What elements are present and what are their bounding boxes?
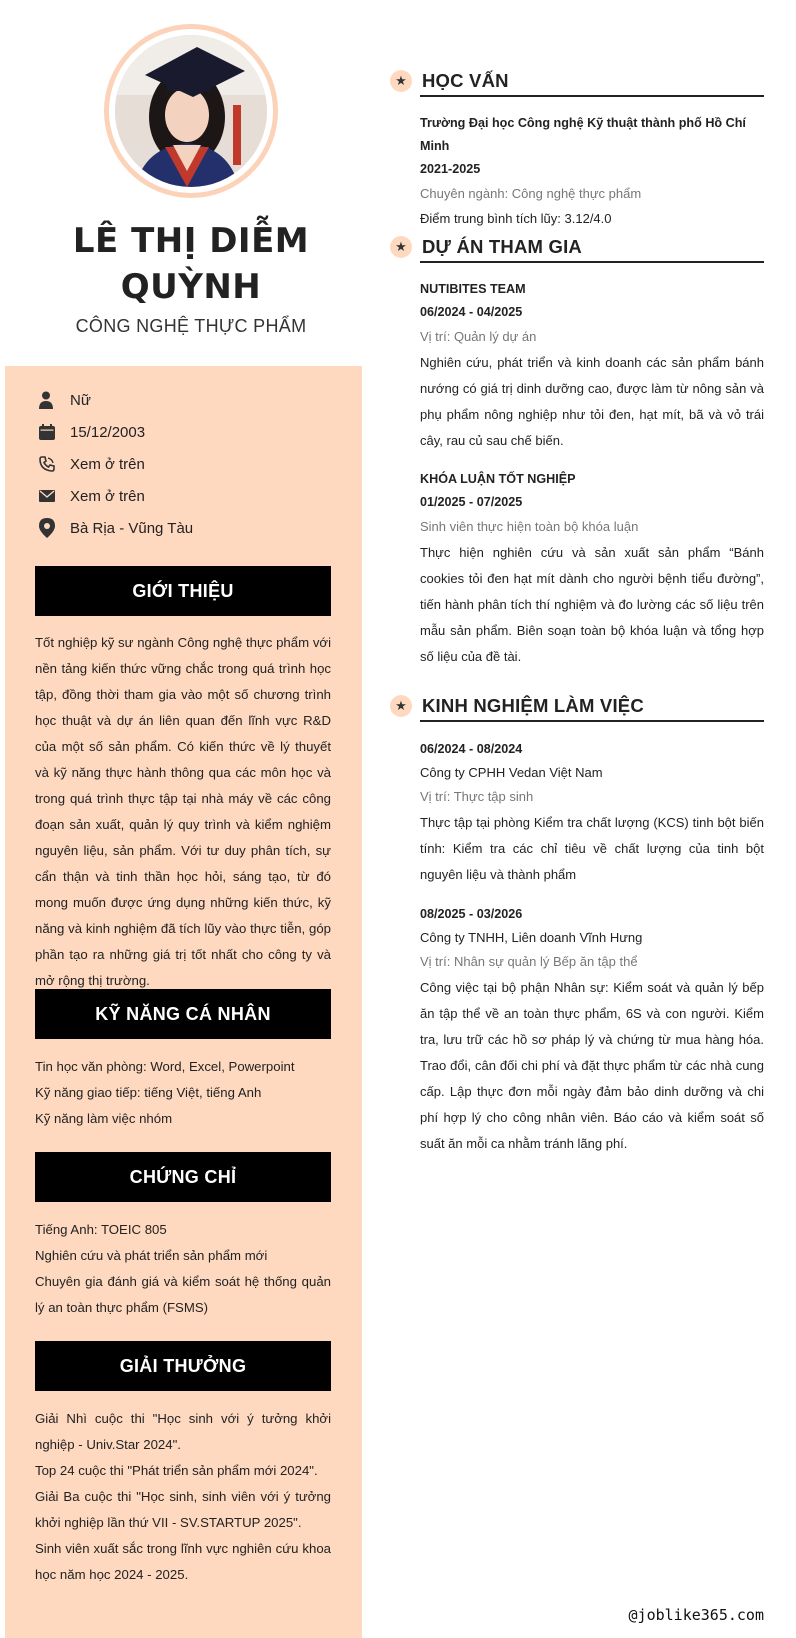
mail-icon <box>35 486 67 506</box>
person-icon <box>35 390 67 410</box>
job-title: CÔNG NGHỆ THỰC PHẨM <box>75 316 307 336</box>
projects-section-header <box>390 232 764 262</box>
site-watermark: @joblike365.com <box>628 1606 764 1624</box>
star-icon: ★ <box>390 70 412 92</box>
project-role: Sinh viên thực hiện toàn bộ khóa luận <box>420 519 639 534</box>
experience-divider <box>420 720 764 722</box>
experience-role: Vị trí: Thực tập sinh <box>420 789 534 804</box>
experience-entry <box>420 903 764 1157</box>
project-description: Nghiên cứu, phát triển và kinh doanh các sản phẩm bánh nướng có giá trị dinh dưỡng cao, được làm từ nông sản và phụ phẩm nông nghiệp như tỏi đen, hạt mít, bã và vỏ trái cây, rau củ sau chế biến. <box>420 355 764 448</box>
awards-list <box>35 1406 331 1588</box>
intro-text: Tốt nghiệp kỹ sư ngành Công nghệ thực phẩm với nền tảng kiến thức vững chắc trong quá trình học tập, đồng thời tham gia vào một số chương trình học thuật và dự án liên quan đến lĩnh vực R&D của một số sản phẩm. Có kiến thức về lý thuyết và kỹ năng thực hành thông qua các môn học và trong quá trình thực tập tại nhà máy về các công đoạn sản xuất, quản lý quy trình và kiểm nghiệm nguyên liệu, sản phẩm. Với tư duy phân tích, sự cẩn thận và tinh thần học hỏi, sáng tạo, từ đó mong muốn được ứng dụng những kiến thức, kỹ năng và kinh nghiệm đã tích lũy vào thực tiễn, góp phần tạo ra những giá trị tốt nhất cho công ty và mở rộng thị trường. <box>35 635 331 988</box>
certificates-heading: CHỨNG CHỈ <box>35 1152 331 1202</box>
left-sidebar <box>5 366 362 1638</box>
award-item: Giải Ba cuộc thi "Học sinh, sinh viên với ý tưởng khởi nghiệp lần thứ VII - SV.STARTUP 2025". <box>35 1489 331 1530</box>
info-birthday <box>35 416 193 448</box>
award-item: Giải Nhì cuộc thi "Học sinh với ý tưởng khởi nghiệp - Univ.Star 2024". <box>35 1411 331 1452</box>
address-value: Bà Rịa - Vũng Tàu <box>70 519 194 537</box>
project-name: NUTIBITES TEAM <box>420 282 526 296</box>
education-major: Chuyên ngành: Công nghệ thực phẩm <box>420 186 642 201</box>
experience-company: Công ty CPHH Vedan Việt Nam <box>420 765 603 780</box>
contact-info <box>35 384 193 544</box>
phone-icon <box>35 454 67 474</box>
avatar <box>115 35 267 187</box>
certificate-item: Chuyên gia đánh giá và kiểm soát hệ thống quản lý an toàn thực phẩm (FSMS) <box>35 1274 331 1315</box>
certificate-item: Nghiên cứu và phát triển sản phẩm mới <box>35 1248 268 1263</box>
experience-period: 08/2025 - 03/2026 <box>420 907 523 921</box>
calendar-icon <box>35 422 67 442</box>
experience-heading: KINH NGHIỆM LÀM VIỆC <box>422 695 644 716</box>
star-icon: ★ <box>390 236 412 258</box>
project-period: 01/2025 - 07/2025 <box>420 495 523 509</box>
skills-heading: KỸ NĂNG CÁ NHÂN <box>35 989 331 1039</box>
certificates-list <box>35 1217 331 1321</box>
education-entry <box>420 112 764 230</box>
skills-list <box>35 1054 331 1132</box>
candidate-name <box>20 218 362 310</box>
award-item: Top 24 cuộc thi "Phát triển sản phẩm mới 2024". <box>35 1463 318 1478</box>
projects-divider <box>420 261 764 263</box>
experience-entry <box>420 738 764 888</box>
experience-section-header <box>390 691 764 721</box>
project-description: Thực hiện nghiên cứu và sản xuất sản phẩm “Bánh cookies tỏi đen hạt mít dành cho người bệnh tiểu đường”, tiến hành phân tích thí nghiệm và đo lường các số liệu trên mẫu sản phẩm. Biên soạn toàn bộ khóa luận và tổng hợp số liệu của đề tài. <box>420 545 764 664</box>
info-address <box>35 512 193 544</box>
awards-heading: GIẢI THƯỞNG <box>35 1341 331 1391</box>
project-name: KHÓA LUẬN TỐT NGHIỆP <box>420 472 576 486</box>
education-period: 2021-2025 <box>420 162 481 176</box>
education-heading: HỌC VẤN <box>422 70 509 91</box>
award-item: Sinh viên xuất sắc trong lĩnh vực nghiên cứu khoa học năm học 2024 - 2025. <box>35 1541 331 1582</box>
education-section-header <box>390 66 764 96</box>
project-entry <box>420 468 764 670</box>
intro-heading: GIỚI THIỆU <box>35 566 331 616</box>
experience-description: Thực tập tại phòng Kiểm tra chất lượng (KCS) tinh bột biến tính: Kiểm tra các chỉ tiêu về chất lượng của tinh bột nguyên liệu và thành phẩm <box>420 815 764 882</box>
experience-description: Công việc tại bộ phận Nhân sự: Kiểm soát và quản lý bếp ăn tập thể về an toàn thực phẩm, 6S và con người. Kiểm tra, lưu trữ các hồ sơ pháp lý và chứng từ mua hàng hóa. Trao đổi, cân đối chi phí và đặt thực phẩm từ các nhà cung cấp. Lập thực đơn mỗi ngày đảm bảo dinh dưỡng và chi phí hợp lý cho công nhân viên. Báo cáo và kiểm soát số suất ăn mỗi ca nhằm tránh lãng phí. <box>420 980 764 1151</box>
certificate-item: Tiếng Anh: TOEIC 805 <box>35 1222 167 1237</box>
name-line-2: QUỲNH <box>120 267 262 307</box>
school-name: Trường Đại học Công nghệ Kỹ thuật thành phố Hồ Chí Minh <box>420 116 746 153</box>
profile-header <box>0 0 362 366</box>
experience-period: 06/2024 - 08/2024 <box>420 742 523 756</box>
gender-value: Nữ <box>70 391 91 409</box>
phone-value: Xem ở trên <box>70 455 145 473</box>
project-entry <box>420 278 764 454</box>
name-line-1: LÊ THỊ DIỄM <box>72 221 310 261</box>
info-gender <box>35 384 193 416</box>
email-value: Xem ở trên <box>70 487 145 505</box>
projects-heading: DỰ ÁN THAM GIA <box>422 236 582 257</box>
experience-role: Vị trí: Nhân sự quản lý Bếp ăn tập thể <box>420 954 638 969</box>
info-email <box>35 480 193 512</box>
skill-item: Kỹ năng giao tiếp: tiếng Việt, tiếng Anh <box>35 1085 262 1100</box>
birthday-value: 15/12/2003 <box>70 423 146 441</box>
project-period: 06/2024 - 04/2025 <box>420 305 523 319</box>
education-gpa: Điểm trung bình tích lũy: 3.12/4.0 <box>420 211 612 226</box>
project-role: Vị trí: Quản lý dự án <box>420 329 537 344</box>
location-pin-icon <box>35 518 67 538</box>
info-phone <box>35 448 193 480</box>
star-icon: ★ <box>390 695 412 717</box>
experience-company: Công ty TNHH, Liên doanh Vĩnh Hưng <box>420 930 643 945</box>
avatar-frame <box>104 24 278 198</box>
education-divider <box>420 95 764 97</box>
skill-item: Tin học văn phòng: Word, Excel, Powerpoint <box>35 1059 295 1074</box>
skill-item: Kỹ năng làm việc nhóm <box>35 1111 173 1126</box>
